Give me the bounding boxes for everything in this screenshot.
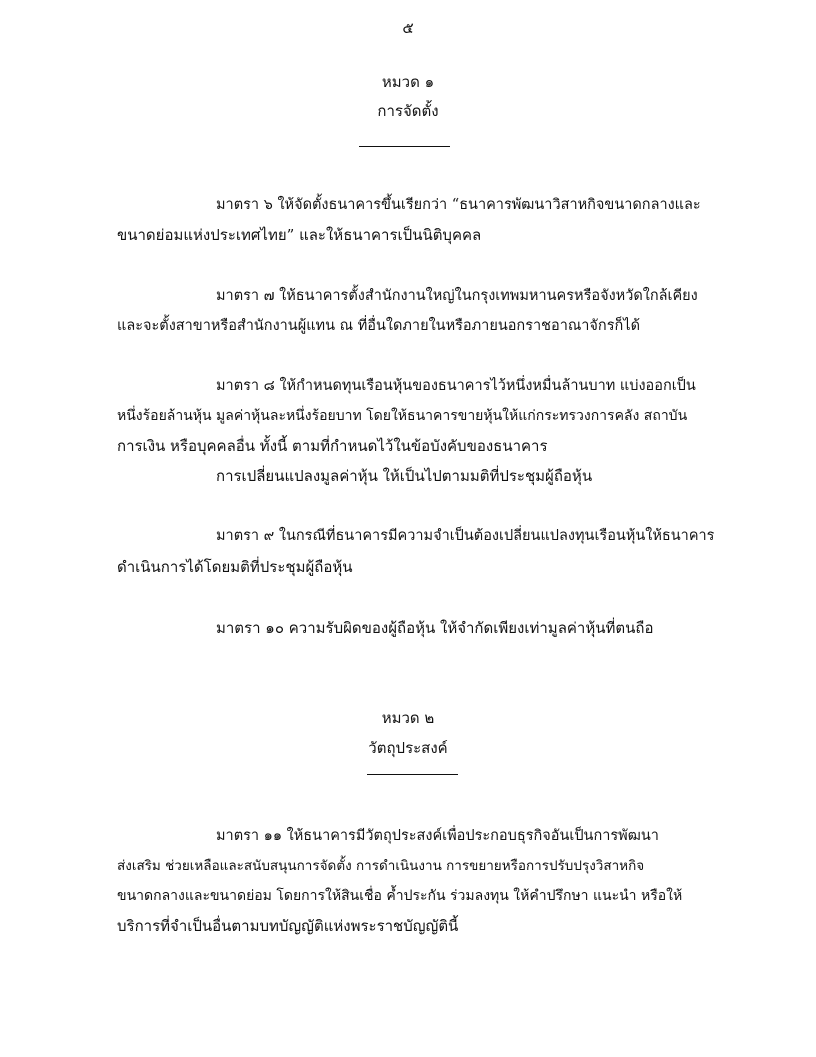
section-11-line-2: ส่งเสริม ช่วยเหลือและสนับสนุนการจัดตั้ง การดำเนินงาน การขยายหรือการปรับปรุงวิสาหกิจ [117,858,645,874]
chapter-2-divider [367,774,458,775]
section-9-line-1: มาตรา ๙ ในกรณีที่ธนาคารมีความจำเป็นต้องเปลี่ยนแปลงทุนเรือนหุ้นให้ธนาคาร [216,528,715,544]
section-10-line-1: มาตรา ๑๐ ความรับผิดของผู้ถือหุ้น ให้จำกัดเพียงเท่ามูลค่าหุ้นที่ตนถือ [216,619,654,637]
section-11-line-1: มาตรา ๑๑ ให้ธนาคารมีวัตถุประสงค์เพื่อประกอบธุรกิจอันเป็นการพัฒนา [216,828,659,844]
section-7-line-1: มาตรา ๗ ให้ธนาคารตั้งสำนักงานใหญ่ในกรุงเทพมหานครหรือจังหวัดใกล้เคียง [216,288,698,304]
chapter-1-divider [359,146,450,147]
section-8-line-4: การเปลี่ยนแปลงมูลค่าหุ้น ให้เป็นไปตามมติที่ประชุมผู้ถือหุ้น [216,467,593,485]
section-8-line-2: หนึ่งร้อยล้านหุ้น มูลค่าหุ้นละหนึ่งร้อยบาท โดยให้ธนาคารขายหุ้นให้แก่กระทรวงการคลัง สถาบัน [117,408,688,424]
section-7-line-2: และจะตั้งสาขาหรือสำนักงานผู้แทน ณ ที่อื่นใดภายในหรือภายนอกราชอาณาจักรก็ได้ [117,318,640,334]
section-8-line-3: การเงิน หรือบุคคลอื่น ทั้งนี้ ตามที่กำหนดไว้ในข้อบังคับของธนาคาร [117,437,548,455]
section-11-line-4: บริการที่จำเป็นอื่นตามบทบัญญัติแห่งพระราชบัญญัตินี้ [117,917,459,935]
section-11-line-3: ขนาดกลางและขนาดย่อม โดยการให้สินเชื่อ ค้ำประกัน ร่วมลงทุน ให้คำปรึกษา แนะนำ หรือให้ [117,888,683,904]
chapter-1-heading: หมวด ๑ [381,73,435,91]
chapter-2-title: วัตถุประสงค์ [368,739,448,757]
chapter-2-heading: หมวด ๒ [381,709,435,727]
section-9-line-2: ดำเนินการได้โดยมติที่ประชุมผู้ถือหุ้น [117,558,353,576]
section-6-line-2: ขนาดย่อมแห่งประเทศไทย” และให้ธนาคารเป็นนิติบุคคล [117,226,482,244]
section-6-line-1: มาตรา ๖ ให้จัดตั้งธนาคารขึ้นเรียกว่า “ธนาคารพัฒนาวิสาหกิจขนาดกลางและ [216,197,701,213]
page-number: ๕ [402,19,414,37]
section-8-line-1: มาตรา ๘ ให้กำหนดทุนเรือนหุ้นของธนาคารไว้หนึ่งหมื่นล้านบาท แบ่งออกเป็น [216,378,696,394]
chapter-1-title: การจัดตั้ง [377,102,439,120]
